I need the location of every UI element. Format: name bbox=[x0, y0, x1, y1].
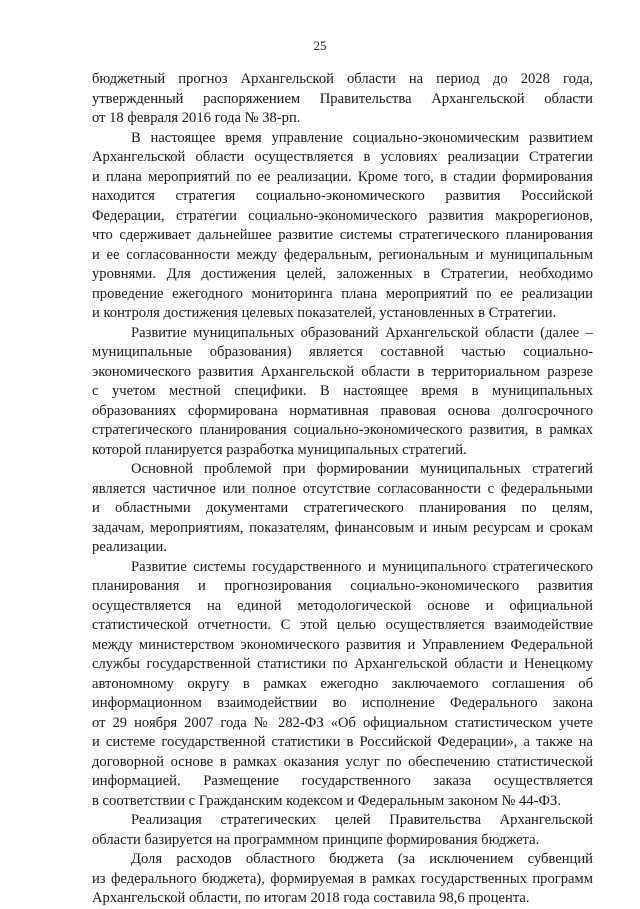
paragraph-main-problem bbox=[92, 460, 593, 558]
paragraph-budget-forecast bbox=[92, 70, 593, 129]
text-line: Реализация стратегических целей Правительства Архангельской bbox=[131, 812, 593, 828]
text-line: из федерального бюджета), формируемая в рамках государственных программ bbox=[92, 870, 593, 887]
paragraph-planning-system bbox=[92, 558, 593, 812]
text-line: и плана мероприятий по ее реализации. Кроме того, в стадии формирования bbox=[92, 168, 593, 185]
text-line: образованиях сформирована нормативная правовая основа долгосрочного bbox=[92, 402, 593, 419]
text-line: является частичное или полное отсутствие согласованности с федеральными bbox=[92, 480, 593, 497]
text-line: Основной проблемой при формировании муниципальных стратегий bbox=[131, 461, 593, 477]
text-line: экономического развития Архангельской области в территориальном разрезе bbox=[92, 363, 593, 380]
text-line: находится стратегия социально-экономического развития Российской bbox=[92, 188, 593, 204]
text-line: Доля расходов областного бюджета (за исключением субвенций bbox=[131, 851, 593, 867]
text-line: договорной основе в рамках оказания услуг по обеспечению статистической bbox=[92, 753, 593, 770]
text-line: и ее согласованности между федеральным, региональным и муниципальным bbox=[92, 246, 593, 263]
text-line: от 18 февраля 2016 года № 38-рп. bbox=[92, 110, 301, 126]
text-line: бюджетный прогноз Архангельской области на период до 2028 года, bbox=[92, 71, 593, 87]
text-line: Архангельской области осуществляется в условиях реализации Стратегии bbox=[92, 149, 593, 165]
text-line: автономному округу в рамках ежегодно заключаемого соглашения об bbox=[92, 675, 593, 692]
text-line: от 29 ноября 2007 года № 282-ФЗ «Об официальном статистическом учете bbox=[92, 714, 593, 731]
text-line: информацией. Размещение государственного заказа осуществляется bbox=[92, 773, 593, 789]
text-line: области базируется на программном принципе формирования бюджета. bbox=[92, 831, 540, 848]
text-line: проведение ежегодного мониторинга плана мероприятий по ее реализации bbox=[92, 285, 593, 302]
text-line: реализации. bbox=[92, 539, 167, 555]
text-line: что сдерживает дальнейшее развитие системы стратегического планирования bbox=[92, 227, 593, 243]
text-line: Архангельской области, по итогам 2018 года составила 98,6 процента. bbox=[92, 890, 530, 906]
text-line: между министерством экономического развития и Управлением Федеральной bbox=[92, 636, 593, 653]
text-line: Федерации, стратегии социально-экономического развития макрорегионов, bbox=[92, 207, 593, 224]
paragraph-municipal-development bbox=[92, 324, 593, 461]
page-number: 25 bbox=[313, 38, 327, 53]
text-line: задачам, мероприятиям, показателям, финансовым и иным ресурсам и срокам bbox=[92, 519, 593, 536]
text-line: которой планируется разработка муниципальных стратегий. bbox=[92, 441, 467, 458]
text-line: службы государственной статистики по Архангельской области и Ненецкому bbox=[92, 656, 593, 672]
text-line: с учетом местной специфики. В настоящее время в муниципальных bbox=[92, 383, 593, 399]
text-line: муниципальные образования) является составной частью социально- bbox=[92, 344, 593, 360]
paragraph-budget-share bbox=[92, 850, 593, 909]
document-body bbox=[92, 70, 593, 909]
paragraph-strategy-management bbox=[92, 129, 593, 324]
text-line: в соответствии с Гражданским кодексом и Федеральным законом № 44-ФЗ. bbox=[92, 792, 561, 809]
text-line: и областными документами стратегического планирования по целям, bbox=[92, 500, 593, 516]
text-line: В настоящее время управление социально-экономическим развитием bbox=[131, 129, 593, 146]
text-line: информационном взаимодействии во исполнение Федерального закона bbox=[92, 695, 593, 711]
text-line: утвержденный распоряжением Правительства Архангельской области bbox=[92, 90, 593, 107]
text-line: статистической отчетности. С этой целью осуществляется взаимодействие bbox=[92, 617, 593, 633]
text-line: уровнями. Для достижения целей, заложенных в Стратегии, необходимо bbox=[92, 266, 593, 282]
text-line: и контроля достижения целевых показателей, установленных в Стратегии. bbox=[92, 305, 557, 321]
text-line: стратегического планирования социально-экономического развития, в рамках bbox=[92, 422, 593, 438]
text-line: Развитие системы государственного и муниципального стратегического bbox=[131, 558, 593, 575]
text-line: Развитие муниципальных образований Архангельской области (далее – bbox=[131, 324, 593, 341]
text-line: и системе государственной статистики в Российской Федерации», а также на bbox=[92, 734, 593, 750]
text-line: планирования и прогнозирования социально-экономического развития bbox=[92, 578, 593, 594]
paragraph-strategic-goals bbox=[92, 811, 593, 850]
text-line: осуществляется на единой методологической основе и официальной bbox=[92, 597, 593, 614]
